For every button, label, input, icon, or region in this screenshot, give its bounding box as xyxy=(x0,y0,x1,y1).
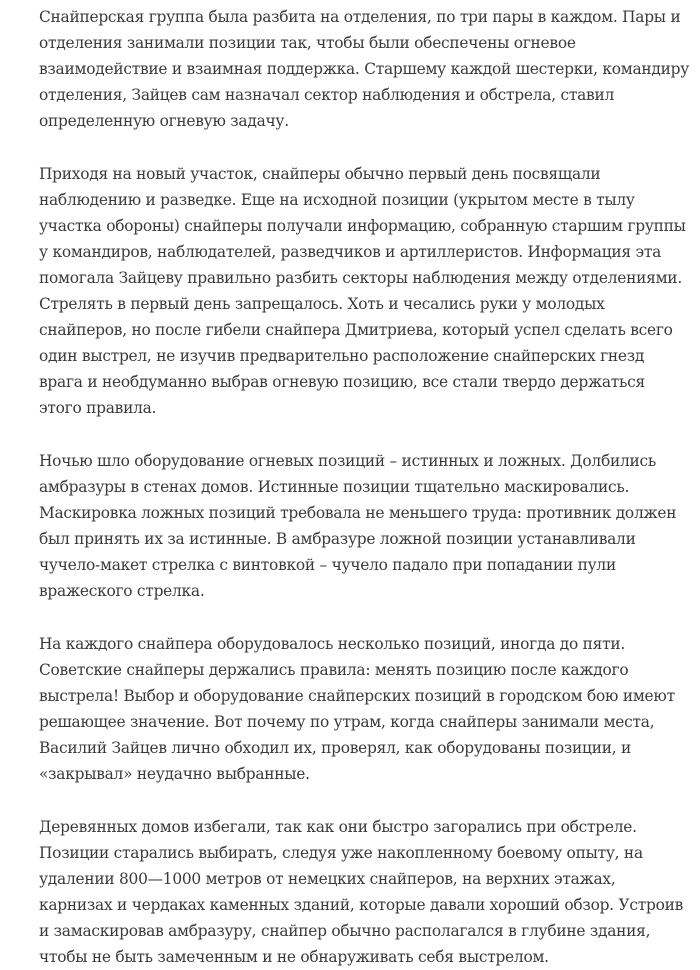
paragraph-2: Приходя на новый участок, снайперы обычно первый день посвящали наблюдению и разведке. Еще на исходной позиции (укрытом месте в тылу участка обороны) снайперы получали информацию, собранную старшим группы у командиров, наблюдателей, разведчиков и артиллеристов. Информация эта помогала Зайцеву правильно разбить секторы наблюдения между отделениями. Стрелять в первый день запрещалось. Хоть и чесались руки у молодых снайперов, но после гибели снайпера Дмитриева, который успел сделать всего один выстрел, не изучив предварительно расположение снайперских гнезд врага и необдуманно выбрав огневую позицию, все стали твердо держаться этого правила. xyxy=(39,165,686,417)
paragraph-3: Ночью шло оборудование огневых позиций – истинных и ложных. Долбились амбразуры в стенах домов. Истинные позиции тщательно маскировались. Маскировка ложных позиций требовала не меньшего труда: противник должен был принять их за истинные. В амбразуре ложной позиции устанавливали чучело-макет стрелка с винтовкой – чучело падало при попадании пули вражеского стрелка. xyxy=(39,452,677,600)
paragraph-1: Снайперская группа была разбита на отделения, по три пары в каждом. Пары и отделения занимали позиции так, чтобы были обеспечены огневое взаимодействие и взаимная поддержка. Старшему каждой шестерки, командиру отделения, Зайцев сам назначал сектор наблюдения и обстрела, ставил определенную огневую задачу. xyxy=(39,8,690,130)
paragraph-5: Деревянных домов избегали, так как они быстро загорались при обстреле. Позиции старались выбирать, следуя уже накопленному боевому опыту, на удалении 800—1000 метров от немецких снайперов, на верхних этажах, карнизах и чердаках каменных зданий, которые давали хороший обзор. Устроив и замаскировав амбразуру, снайпер обычно располагался в глубине здания, чтобы не быть замеченным и не обнаруживать себя выстрелом. xyxy=(39,818,684,966)
paragraph-4: На каждого снайпера оборудовалось несколько позиций, иногда до пяти. Советские снайперы держались правила: менять позицию после каждого выстрела! Выбор и оборудование снайперских позиций в городском бою имеют решающее значение. Вот почему по утрам, когда снайперы занимали места, Василий Зайцев лично обходил их, проверял, как оборудованы позиции, и «закрывал» неудачно выбранные. xyxy=(39,635,675,783)
